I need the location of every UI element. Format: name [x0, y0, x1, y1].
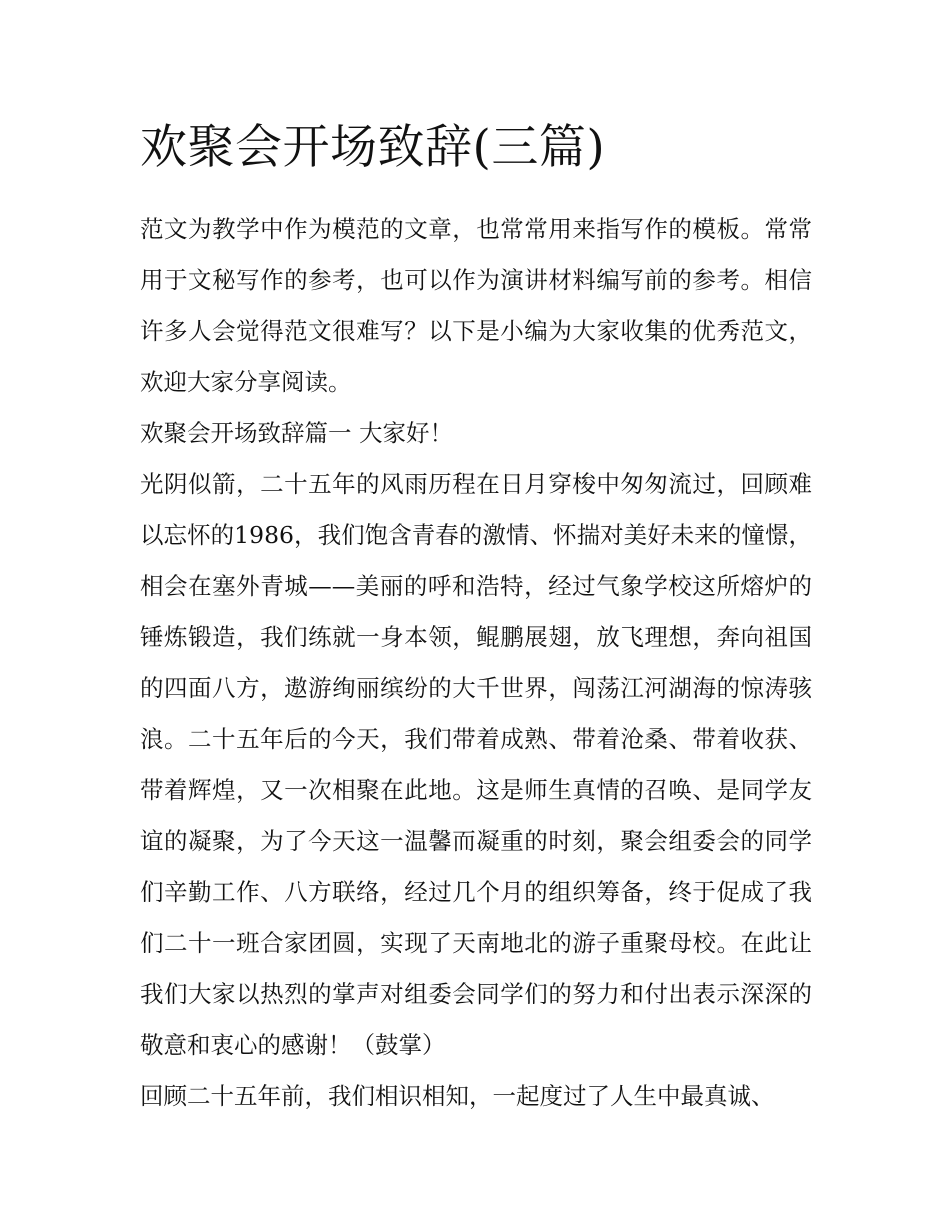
section-heading-paragraph: 欢聚会开场致辞篇一 大家好！	[140, 419, 453, 447]
continuation-paragraph: 回顾二十五年前，我们相识相知，一起度过了人生中最真诚、	[140, 1082, 775, 1110]
document-page	[140, 112, 812, 1122]
body-paragraph: 光阴似箭，二十五年的风雨历程在日月穿梭中匆匆流过，回顾难以忘怀的1986，我们饱含青春的激情、怀揣对美好未来的憧憬，相会在塞外青城——美丽的呼和浩特，经过气象学校这所熔炉的锤炼锻造，我们练就一身本领，鲲鹏展翅，放飞理想，奔向祖国的四面八方，遨游绚丽缤纷的大千世界，闯荡江河湖海的惊涛骇浪。二十五年后的今天，我们带着成熟、带着沧桑、带着收获、带着辉煌，又一次相聚在此地。这是师生真情的召唤、是同学友谊的凝聚，为了今天这一温馨而凝重的时刻，聚会组委会的同学们辛勤工作、八方联络，经过几个月的组织筹备，终于促成了我们二十一班合家团圆，实现了天南地北的游子重聚母校。在此让我们大家以热烈的掌声对组委会同学们的努力和付出表示深深的敬意和衷心的感谢！（鼓掌）	[140, 470, 812, 1059]
document-title: 欢聚会开场致辞(三篇)	[140, 120, 606, 175]
intro-paragraph: 范文为教学中作为模范的文章，也常常用来指写作的模板。常常用于文秘写作的参考，也可以作为演讲材料编写前的参考。相信许多人会觉得范文很难写？以下是小编为大家收集的优秀范文，欢迎大家分享阅读。	[140, 215, 812, 396]
